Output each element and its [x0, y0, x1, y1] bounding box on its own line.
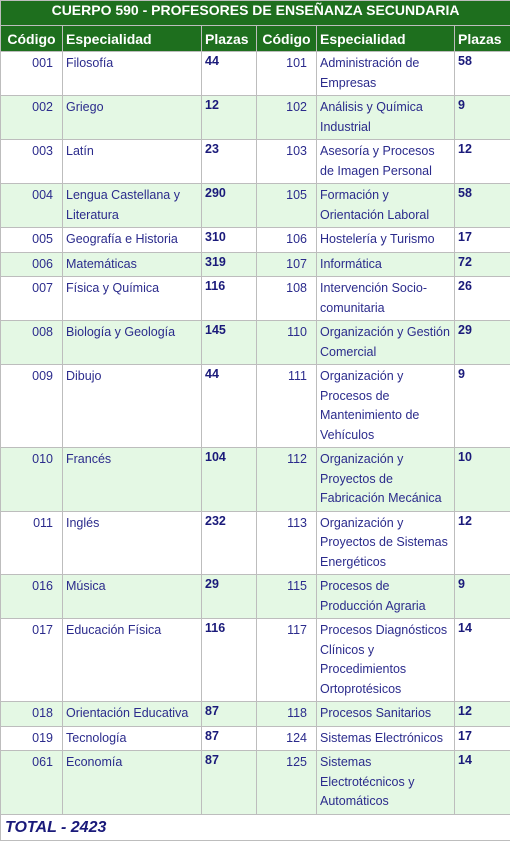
plazas-cell: 44 [202, 365, 257, 448]
table-row [1, 575, 510, 619]
table-row [1, 448, 510, 512]
especialidad-cell: Organización y Proyectos de Sistemas Energéticos [317, 511, 455, 575]
especialidad-cell: Biología y Geología [63, 321, 202, 365]
codigo-cell: 009 [1, 365, 63, 448]
especialidad-cell: Sistemas Electrotécnicos y Automáticos [317, 751, 455, 815]
plazas-cell: 72 [455, 252, 510, 277]
especialidad-cell: Análisis y Química Industrial [317, 96, 455, 140]
table-row [1, 252, 510, 277]
codigo-cell: 010 [1, 448, 63, 512]
codigo-cell: 019 [1, 726, 63, 751]
table-row [1, 619, 510, 702]
total-label: TOTAL - 2423 [1, 814, 510, 841]
codigo-cell: 102 [257, 96, 317, 140]
especialidad-cell: Orientación Educativa [63, 702, 202, 727]
plazas-cell: 12 [202, 96, 257, 140]
especialidad-cell: Economía [63, 751, 202, 815]
especialidad-cell: Intervención Socio-comunitaria [317, 277, 455, 321]
especialidad-cell: Organización y Procesos de Mantenimiento de Vehículos [317, 365, 455, 448]
plazas-cell: 9 [455, 96, 510, 140]
plazas-cell: 10 [455, 448, 510, 512]
codigo-cell: 061 [1, 751, 63, 815]
plazas-cell: 17 [455, 726, 510, 751]
especialidad-cell: Procesos Diagnósticos Clínicos y Procedimientos Ortoprotésicos [317, 619, 455, 702]
codigo-cell: 112 [257, 448, 317, 512]
codigo-cell: 125 [257, 751, 317, 815]
especialidad-cell: Inglés [63, 511, 202, 575]
plazas-cell: 14 [455, 619, 510, 702]
plazas-cell: 87 [202, 726, 257, 751]
table-body [1, 52, 510, 815]
table-row [1, 140, 510, 184]
table-row [1, 228, 510, 253]
plazas-cell: 87 [202, 702, 257, 727]
plazas-cell: 29 [455, 321, 510, 365]
codigo-cell: 118 [257, 702, 317, 727]
codigo-cell: 006 [1, 252, 63, 277]
header-codigo-2: Código [257, 26, 317, 52]
plazas-cell: 319 [202, 252, 257, 277]
header-plazas-2: Plazas [455, 26, 510, 52]
table-row [1, 751, 510, 815]
especialidad-cell: Organización y Proyectos de Fabricación Mecánica [317, 448, 455, 512]
table-row [1, 184, 510, 228]
plazas-cell: 87 [202, 751, 257, 815]
plazas-cell: 12 [455, 511, 510, 575]
codigo-cell: 103 [257, 140, 317, 184]
codigo-cell: 107 [257, 252, 317, 277]
plazas-cell: 29 [202, 575, 257, 619]
codigo-cell: 101 [257, 52, 317, 96]
plazas-cell: 232 [202, 511, 257, 575]
header-plazas: Plazas [202, 26, 257, 52]
codigo-cell: 004 [1, 184, 63, 228]
especialidad-cell: Administración de Empresas [317, 52, 455, 96]
especialidad-cell: Asesoría y Procesos de Imagen Personal [317, 140, 455, 184]
table-row [1, 726, 510, 751]
especialidad-cell: Griego [63, 96, 202, 140]
header-especialidad-2: Especialidad [317, 26, 455, 52]
especialidad-cell: Tecnología [63, 726, 202, 751]
codigo-cell: 016 [1, 575, 63, 619]
codigo-cell: 106 [257, 228, 317, 253]
plazas-cell: 12 [455, 140, 510, 184]
especialidad-cell: Música [63, 575, 202, 619]
table-row [1, 365, 510, 448]
codigo-cell: 017 [1, 619, 63, 702]
especialidad-cell: Educación Física [63, 619, 202, 702]
especialidad-cell: Dibujo [63, 365, 202, 448]
codigo-cell: 111 [257, 365, 317, 448]
plazas-cell: 116 [202, 619, 257, 702]
especialidad-cell: Organización y Gestión Comercial [317, 321, 455, 365]
plazas-cell: 26 [455, 277, 510, 321]
codigo-cell: 110 [257, 321, 317, 365]
header-codigo: Código [1, 26, 63, 52]
codigo-cell: 005 [1, 228, 63, 253]
especialidad-cell: Sistemas Electrónicos [317, 726, 455, 751]
codigo-cell: 105 [257, 184, 317, 228]
codigo-cell: 115 [257, 575, 317, 619]
plazas-cell: 58 [455, 184, 510, 228]
codigo-cell: 124 [257, 726, 317, 751]
especialidad-cell: Física y Química [63, 277, 202, 321]
plazas-cell: 12 [455, 702, 510, 727]
plazas-cell: 290 [202, 184, 257, 228]
table-row [1, 321, 510, 365]
especialidad-cell: Geografía e Historia [63, 228, 202, 253]
table-row [1, 277, 510, 321]
especialidad-cell: Filosofía [63, 52, 202, 96]
table-row [1, 702, 510, 727]
codigo-cell: 002 [1, 96, 63, 140]
plazas-cell: 310 [202, 228, 257, 253]
plazas-cell: 145 [202, 321, 257, 365]
codigo-cell: 113 [257, 511, 317, 575]
plazas-cell: 23 [202, 140, 257, 184]
codigo-cell: 018 [1, 702, 63, 727]
codigo-cell: 011 [1, 511, 63, 575]
codigo-cell: 117 [257, 619, 317, 702]
table-title: CUERPO 590 - PROFESORES DE ENSEÑANZA SECUNDARIA [1, 1, 510, 26]
plazas-cell: 17 [455, 228, 510, 253]
plazas-cell: 14 [455, 751, 510, 815]
codigo-cell: 007 [1, 277, 63, 321]
especialidad-cell: Hostelería y Turismo [317, 228, 455, 253]
table-row [1, 511, 510, 575]
plazas-cell: 116 [202, 277, 257, 321]
especialidad-cell: Lengua Castellana y Literatura [63, 184, 202, 228]
table-row [1, 96, 510, 140]
plazas-cell: 58 [455, 52, 510, 96]
especialidad-cell: Matemáticas [63, 252, 202, 277]
plazas-cell: 9 [455, 365, 510, 448]
especialidad-cell: Francés [63, 448, 202, 512]
table-row [1, 52, 510, 96]
especialidad-cell: Procesos Sanitarios [317, 702, 455, 727]
especialidad-cell: Procesos de Producción Agraria [317, 575, 455, 619]
codigo-cell: 008 [1, 321, 63, 365]
especialidad-cell: Latín [63, 140, 202, 184]
codigo-cell: 108 [257, 277, 317, 321]
plazas-cell: 44 [202, 52, 257, 96]
codigo-cell: 003 [1, 140, 63, 184]
especialidad-cell: Informática [317, 252, 455, 277]
especialidad-cell: Formación y Orientación Laboral [317, 184, 455, 228]
plazas-cell: 104 [202, 448, 257, 512]
plazas-cell: 9 [455, 575, 510, 619]
codigo-cell: 001 [1, 52, 63, 96]
header-especialidad: Especialidad [63, 26, 202, 52]
